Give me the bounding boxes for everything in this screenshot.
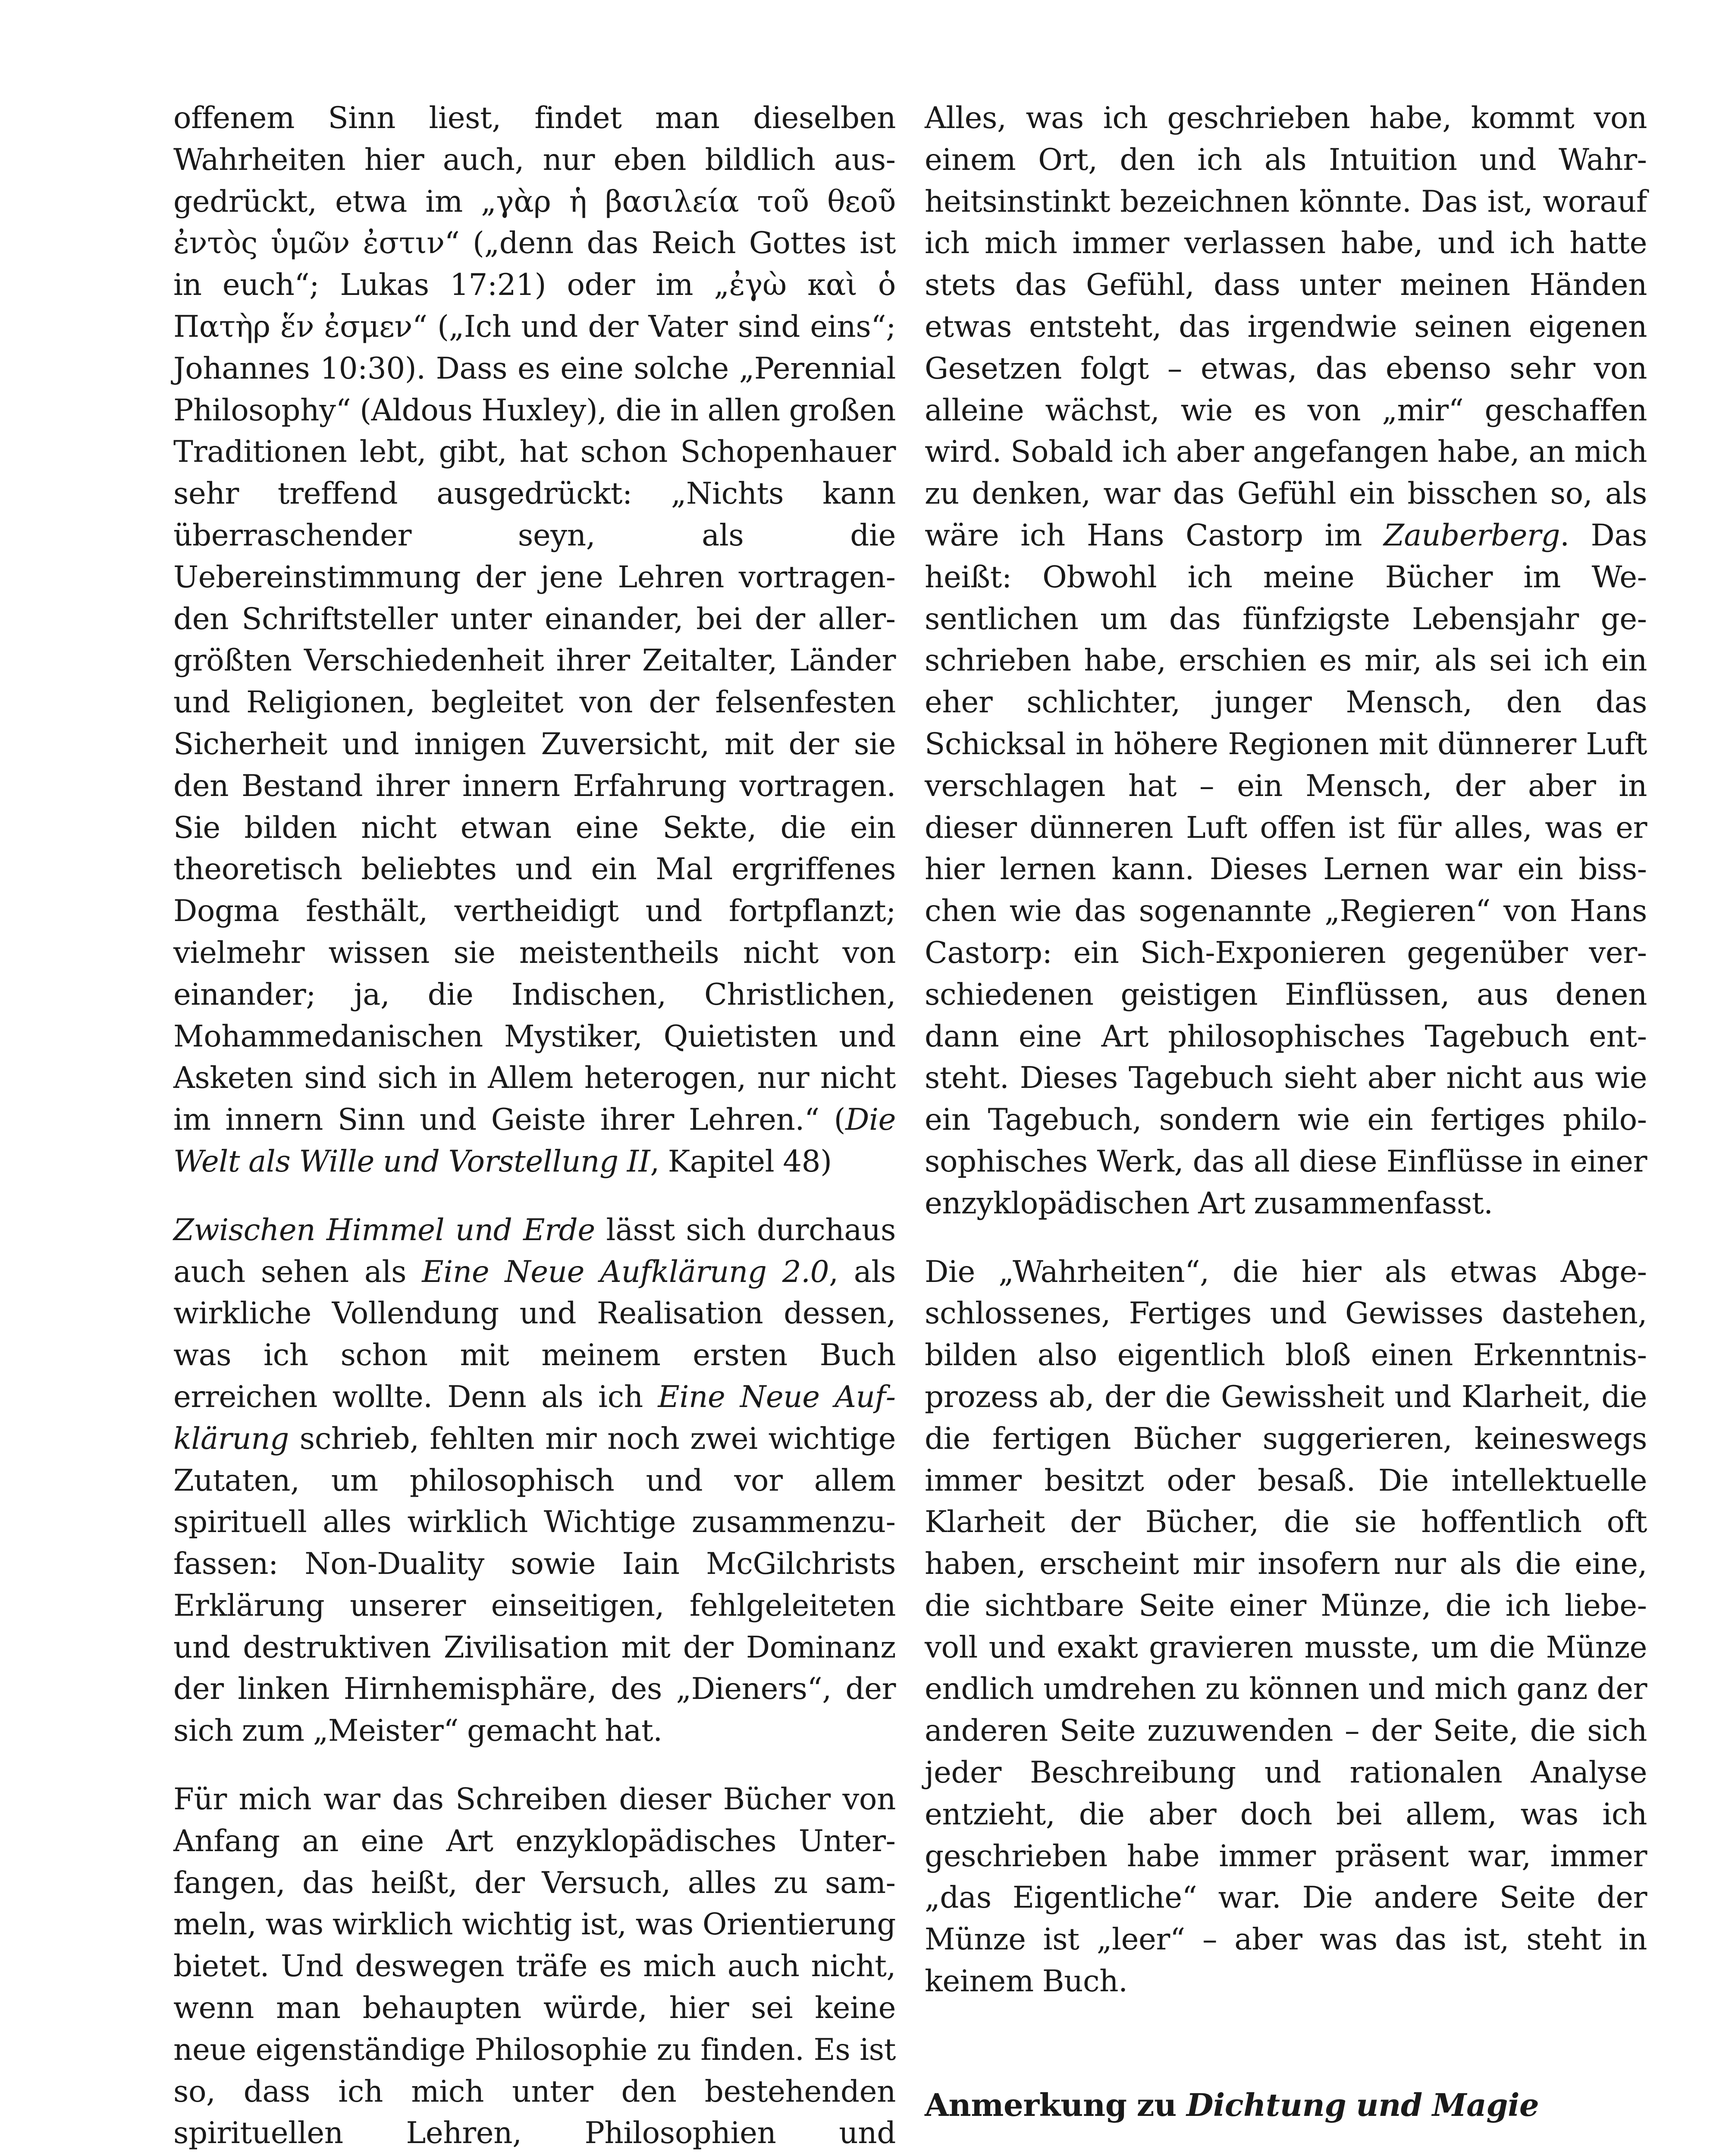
paragraph-text: offenem Sinn liest, findet man dieselben Wahrheiten hier auch, nur eben bildlich ausgedrückt, etwa im „γὰρ ἡ βασιλεία τοῦ θεοῦ ἐντὸς ὑμῶν ἐστιν“ („denn das Reich Gottes ist in euch“; Lukas 17:21) oder im „ἐγὼ καὶ ὁ Πατὴρ ἕν ἐσμεν“ („Ich und der Vater sind eins“; Johannes 10:30). Dass es eine solche „Perennial Philosophy“ (Aldous Huxley), die in allen großen Traditionen lebt, gibt, hat schon Schopenhauer sehr treffend ausgedrückt: „Nichts kann überraschender seyn, als die Uebereinstimmung der jene Lehren vortragenden Schriftsteller unter einander, bei der allergrößten Verschiedenheit ihrer Zeitalter, Länder und Religionen, begleitet von der felsenfesten Sicherheit und innigen Zuversicht, mit der sie den Bestand ihrer innern Erfahrung vortragen. Sie bilden nicht etwan eine Sekte, die ein theoretisch beliebtes und ein Mal ergriffenes Dogma festhält, vertheidigt und fortpflanzt; vielmehr wissen sie meistentheils nicht von einander; ja, die Indischen, Christlichen, Mohammedanischen Mystiker, Quietisten und Asketen sind sich in Allem heterogen, nur nicht im innern Sinn und Geiste ihrer Lehren.“ ( xyxy=(173,101,896,1138)
paragraph-text: , als wirkliche Vollendung und Realisation dessen, was ich schon mit meinem ersten Buch erreichen wollte. Denn als ich xyxy=(173,1254,896,1414)
paragraph-text: lässt sich durchaus auch sehen als xyxy=(173,1213,896,1289)
paragraph-text: schrieb, fehlten mir noch zwei wichtige Zutaten, um philosophisch und vor allem spirituell alles wirklich Wichtige zusammenzufassen: Non-Duality sowie Iain McGilchrists Erklärung unserer einseitigen, fehlgeleiteten und destruktiven Zivilisation mit der Dominanz der linken Hirnhemisphäre, des „Dieners“, der sich zum „Meister“ gemacht hat. xyxy=(173,1421,896,1749)
book-title: Zauberberg xyxy=(1383,518,1560,553)
left-paragraph-3: Für mich war das Schreiben dieser Bücher von Anfang an eine Art enzyklopädisches Unterfangen, das heißt, der Versuch, alles zu sammeln, was wirklich wichtig ist, was Orientierung bietet. Und deswegen träfe es mich auch nicht, wenn man behaupten würde, hier sei keine neue eigenständige Philosophie zu finden. Es ist so, dass ich mich unter den bestehenden spirituellen Lehren, Philosophien und xyxy=(173,1782,896,2151)
book-title: Eine Neue Aufklärung 2.0 xyxy=(422,1254,829,1289)
paragraph-text: , Kapitel 48) xyxy=(650,1144,832,1179)
paragraph-text: Alles, was ich geschrieben habe, kommt von einem Ort, den ich als Intuition und Wahrheitsinstinkt bezeichnen könnte. Das ist, worauf ich mich immer verlassen habe, und ich hatte stets das Gefühl, dass unter meinen Händen etwas entsteht, das irgendwie seinen eigenen Gesetzen folgt – etwas, das ebenso sehr von alleine wächst, wie es von „mir“ geschaffen wird. Sobald ich aber angefangen habe, an mich zu denken, war das Gefühl ein bisschen so, als wäre ich Hans Castorp im xyxy=(925,101,1647,553)
right-paragraph-3 xyxy=(925,2153,1647,2156)
left-column xyxy=(173,97,896,2156)
book-title: Eine Neue Aufklärung xyxy=(173,1379,896,1456)
book-title: Zwischen Himmel und Erde xyxy=(173,1213,595,1247)
heading-text: Anmerkung zu xyxy=(925,2086,1186,2123)
right-paragraph-2: Die „Wahrheiten“, die hier als etwas Abgeschlossenes, Fertiges und Gewisses dastehen, bilden also eigentlich bloß einen Erkenntnisprozess ab, der die Gewissheit und Klarheit, die die fertigen Bücher suggerieren, keineswegs immer besitzt oder besaß. Die intellektuelle Klarheit der Bücher, die sie hoffentlich oft haben, erscheint mir insofern nur als die eine, die sichtbare Seite einer Münze, die ich liebevoll und exakt gravieren musste, um die Münze endlich umdrehen zu können und mich ganz der anderen Seite zuzuwenden – der Seite, die sich jeder Beschreibung und rationalen Analyse entzieht, die aber doch bei allem, was ich geschrieben habe immer präsent war, immer „das Eigentliche“ war. Die andere Seite der Münze ist „leer“ – aber was das ist, steht in keinem Buch. xyxy=(925,1254,1647,1999)
paragraph-text: . Das heißt: Obwohl ich meine Bücher im Wesentlichen um das fünfzigste Lebensjahr geschrieben habe, erschien es mir, als sei ich ein eher schlichter, junger Mensch, den das Schicksal in höhere Regionen mit dünnerer Luft verschlagen hat – ein Mensch, der aber in dieser dünneren Luft offen ist für alles, was er hier lernen kann. Dieses Lernen war ein bisschen wie das sogenannte „Regieren“ von Hans Castorp: ein Sich-Exponieren gegenüber verschiedenen geistigen Einflüssen, aus denen dann eine Art philosophisches Tagebuch entsteht. Dieses Tagebuch sieht aber nicht aus wie ein Tagebuch, sondern wie ein fertiges philosophisches Werk, das all diese Einflüsse in einer enzyklopädischen Art zusammenfasst. xyxy=(925,518,1647,1221)
left-paragraph-2 xyxy=(173,1210,896,1752)
section-heading xyxy=(925,2084,1647,2126)
right-paragraph-1 xyxy=(925,97,1647,1225)
book-title: Die Welt als Wille und Vorstellung II xyxy=(173,1103,896,1179)
left-paragraph-1 xyxy=(173,97,896,1183)
right-column xyxy=(925,97,1647,2156)
heading-title: Dichtung und Magie xyxy=(1186,2086,1539,2123)
